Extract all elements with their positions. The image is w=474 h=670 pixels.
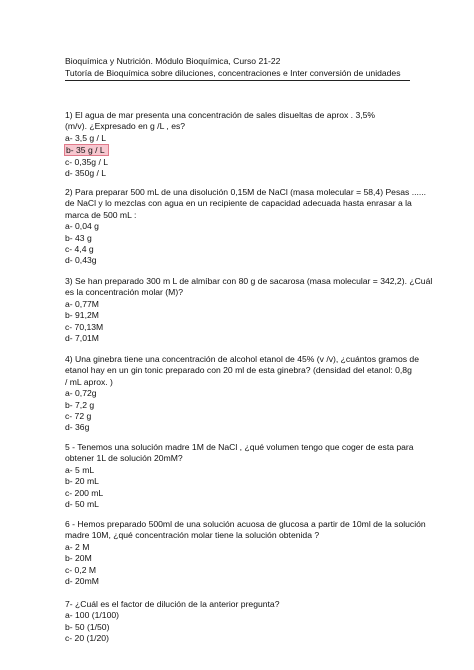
option-a: a- 3,5 g / L	[65, 132, 107, 143]
option-a: a- 5 mL	[65, 464, 95, 475]
option-c: c- 0,35g / L	[65, 156, 108, 167]
option-c: c- 0,2 M	[65, 564, 97, 575]
option-d: d- 50 mL	[65, 499, 99, 510]
option-b: b- 43 g	[65, 232, 92, 243]
option-b: b- 7,2 g	[65, 399, 95, 410]
question-6	[65, 519, 426, 587]
highlighted-answer: b- 35 g / L	[64, 144, 109, 156]
question-text: marca de 500 mL :	[65, 209, 137, 220]
question-text: (m/v). ¿Expresado en g /L , es?	[65, 121, 186, 132]
question-text: etanol hay en un gin tonic preparado con 20 ml de esta ginebra? (densidad del etanol: 0,8g	[65, 365, 412, 376]
option-b: b- 20M	[65, 553, 92, 564]
question-1	[65, 110, 415, 179]
question-text: 2) Para preparar 500 mL de una disolución 0,15M de NaCl (masa molecular = 58,4) Pesas ......	[65, 187, 427, 197]
option-c: c- 4,4 g	[65, 244, 94, 255]
tutorial-subtitle: Tutoría de Bioquímica sobre diluciones, concentraciones e Inter conversión de unidades	[65, 67, 401, 78]
option-d: d- 20mM	[65, 576, 99, 587]
option-c: c- 20 (1/20)	[65, 633, 109, 644]
question-text: 7- ¿Cuál es el factor de dilución de la anterior pregunta?	[65, 599, 280, 609]
question-text: 6 - Hemos preparado 500ml de una solución acuosa de glucosa a partir de 10ml de la solución	[65, 519, 426, 529]
document-header	[65, 56, 410, 79]
header-divider	[65, 80, 410, 81]
option-a: a- 0,77M	[65, 298, 99, 309]
option-a: a- 100 (1/100)	[65, 610, 119, 621]
option-b: b- 50 (1/50)	[65, 621, 110, 632]
question-text: madre 10M, ¿qué concentración molar tiene la solución obtenida ?	[65, 530, 320, 541]
course-title: Bioquímica y Nutrición. Módulo Bioquímica, Curso 21-22	[65, 56, 281, 66]
option-a: a- 0,72g	[65, 388, 97, 399]
question-text: de NaCl y lo mezclas con agua en un recipiente de capacidad adecuada hasta enrasar a la	[65, 198, 412, 209]
option-d: d- 36g	[65, 422, 90, 433]
question-text: 1) El agua de mar presenta una concentración de sales disueltas de aprox . 3,5%	[65, 110, 376, 120]
question-5	[65, 442, 415, 510]
option-b	[65, 144, 415, 156]
option-a: a- 0,04 g	[65, 221, 99, 232]
question-7	[65, 599, 415, 645]
question-text: 4) Una ginebra tiene una concentración de alcohol etanol de 45% (v /v), ¿cuántos gramos de	[65, 354, 419, 364]
question-3	[65, 276, 433, 344]
option-b: b- 20 mL	[65, 476, 99, 487]
question-text: obtener 1L de solución 20mM?	[65, 453, 183, 464]
question-text: 3) Se han preparado 300 m L de almíbar con 80 g de sacarosa (masa molecular = 342,2). ¿Cuál	[65, 276, 433, 286]
option-a: a- 2 M	[65, 541, 90, 552]
option-c: c- 70,13M	[65, 321, 104, 332]
option-d: d- 7,01M	[65, 333, 99, 344]
option-d: d- 0,43g	[65, 255, 97, 266]
option-c: c- 72 g	[65, 411, 92, 422]
question-text: / mL aprox. )	[65, 376, 113, 387]
question-text: 5 - Tenemos una solución madre 1M de NaCl , ¿qué volumen tengo que coger de esta para	[65, 442, 414, 452]
option-c: c- 200 mL	[65, 487, 104, 498]
question-2	[65, 187, 427, 267]
option-d: d- 350g / L	[65, 168, 107, 179]
option-b: b- 91,2M	[65, 310, 99, 321]
question-text: es la concentración molar (M)?	[65, 287, 183, 298]
question-4	[65, 354, 419, 434]
